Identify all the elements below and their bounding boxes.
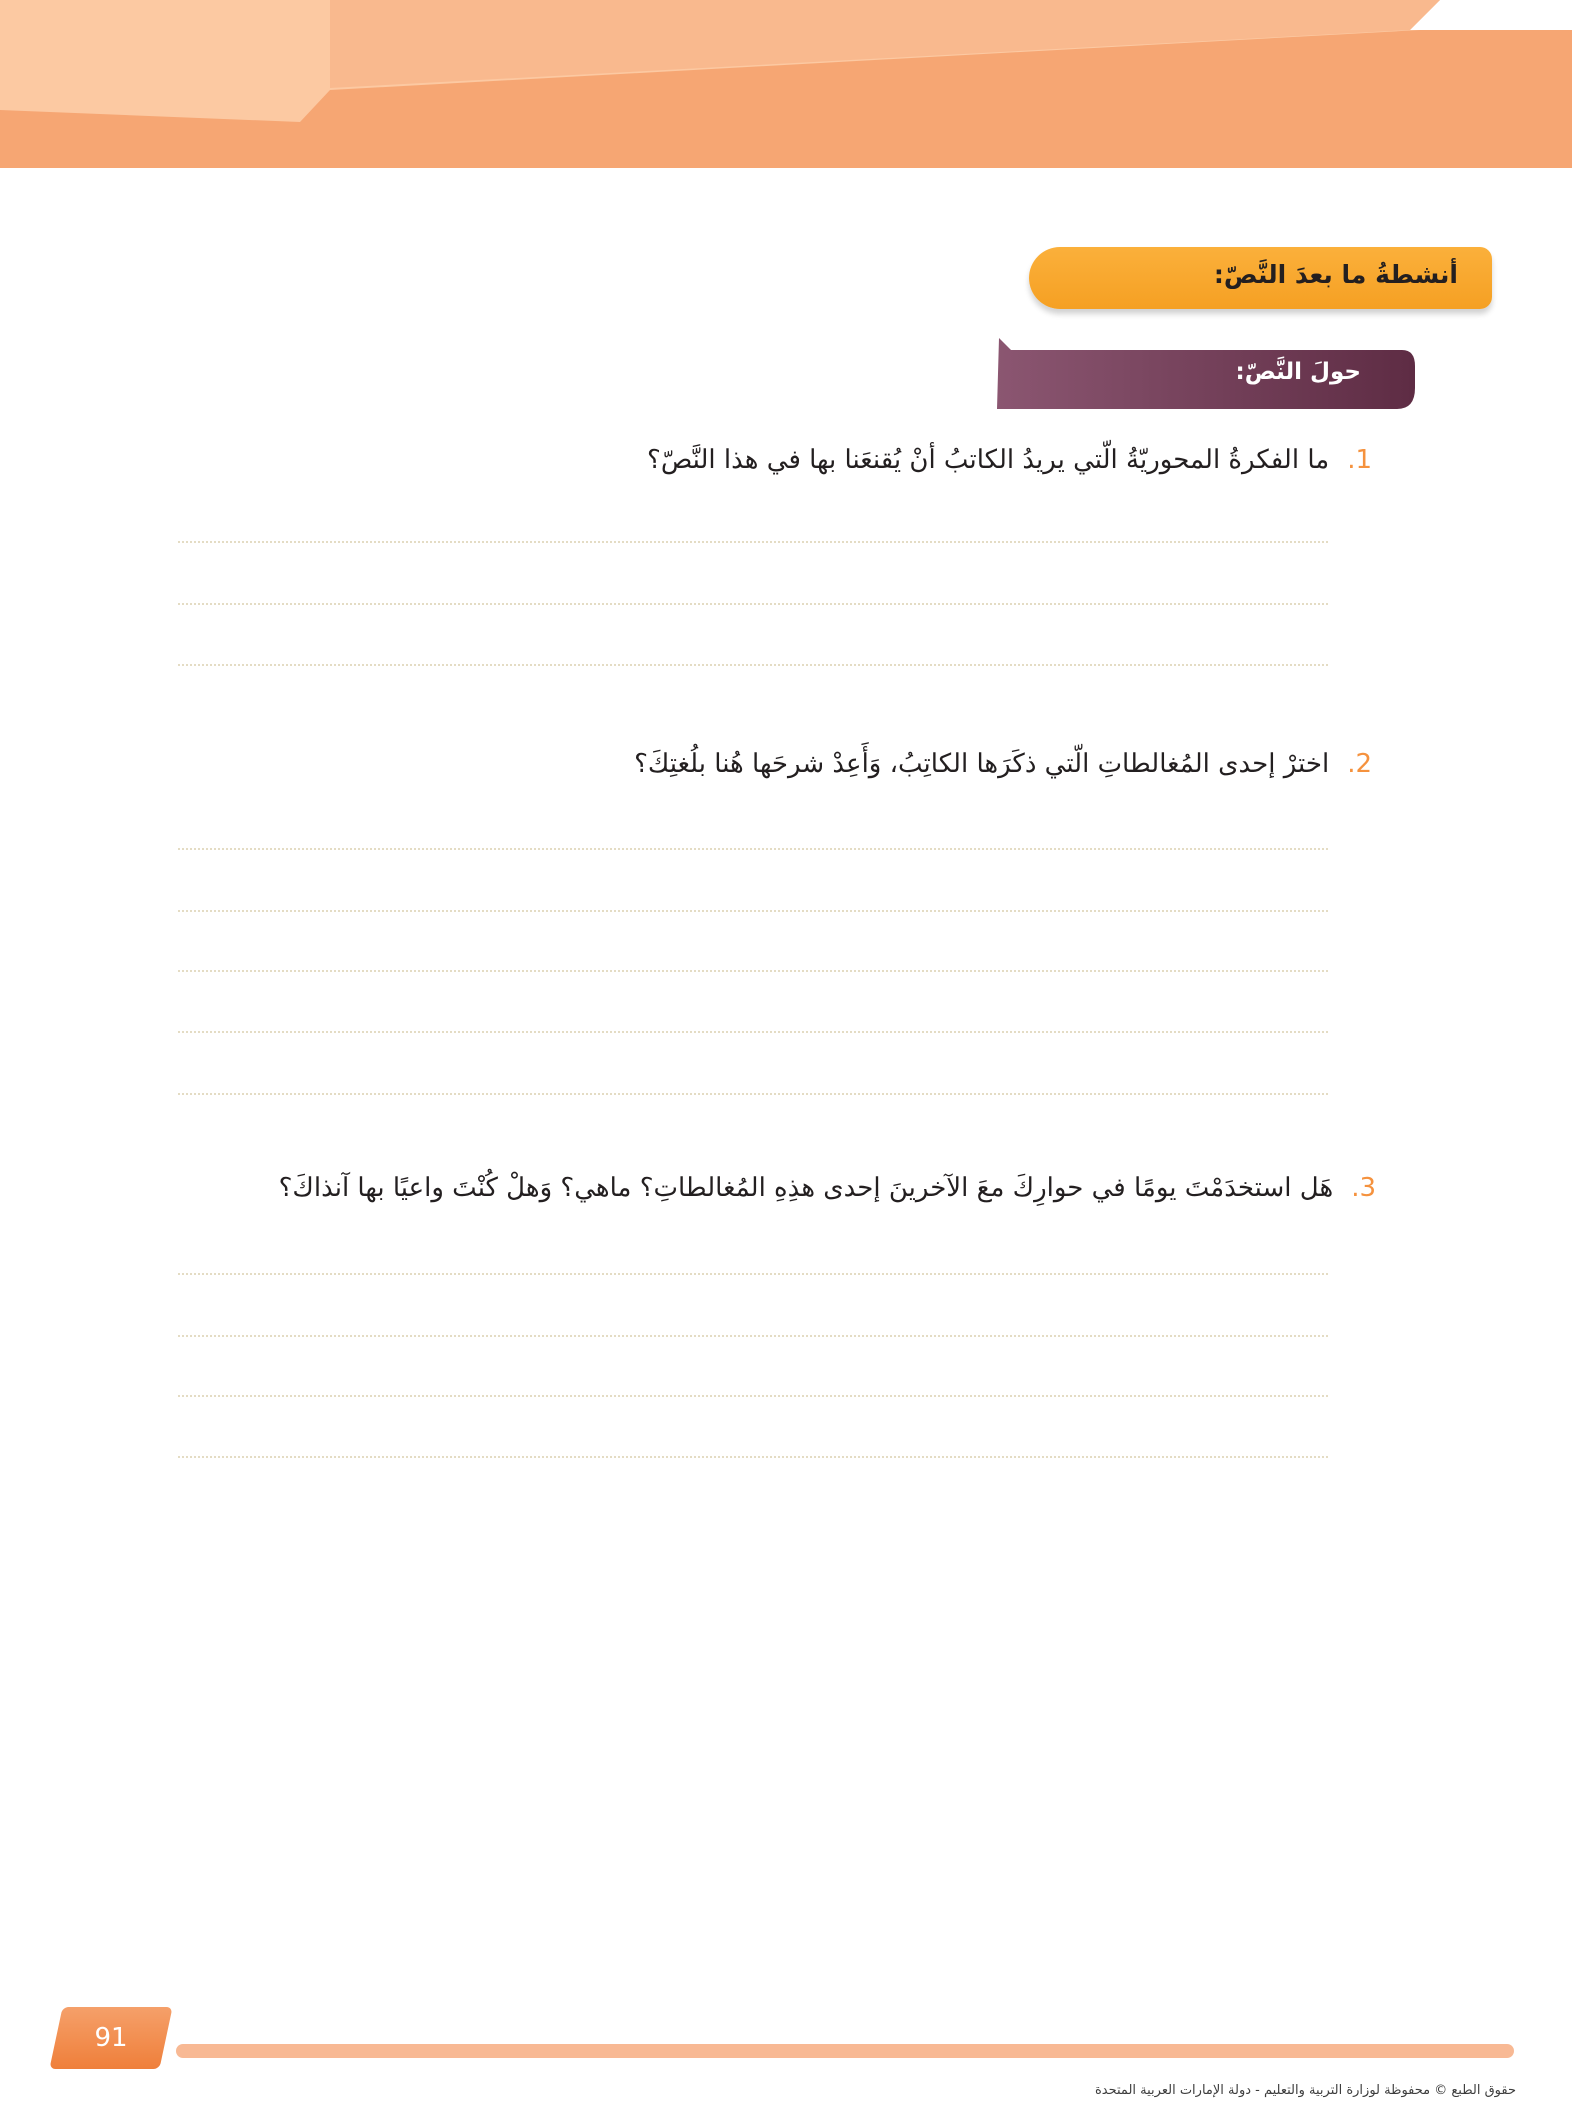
- subsection-tab: [997, 338, 1417, 409]
- section-title: أنشطةُ ما بعدَ النَّصّ:: [1213, 260, 1458, 289]
- question-1-text: ما الفكرةُ المحوريّةُ الّتي يريدُ الكاتبُ أنْ يُقنعَنا بها في هذا النَّصّ؟: [647, 445, 1330, 475]
- answer-line[interactable]: [178, 541, 1328, 543]
- question-2-number: 2.: [1347, 749, 1372, 779]
- answer-line[interactable]: [178, 1093, 1328, 1095]
- question-1-number: 1.: [1347, 445, 1372, 475]
- answer-line[interactable]: [178, 1031, 1328, 1033]
- question-2-text: اخترْ إحدى المُغالطاتِ الّتي ذكَرَها الكاتِبُ، وَأَعِدْ شرحَها هُنا بلُغتِكَ؟: [634, 749, 1330, 779]
- answer-line[interactable]: [178, 603, 1328, 605]
- header-decorative-band: [0, 0, 1572, 168]
- section-title-pill: [1029, 247, 1492, 309]
- answer-line[interactable]: [178, 848, 1328, 850]
- question-1: [647, 445, 1372, 475]
- page-number: 91: [94, 2023, 128, 2053]
- question-3: [279, 1173, 1376, 1203]
- answer-line[interactable]: [178, 1395, 1328, 1397]
- question-3-number: 3.: [1351, 1173, 1376, 1203]
- footer-copyright: حقوق الطبع © محفوظة لوزارة التربية والتعليم - دولة الإمارات العربية المتحدة: [1094, 2083, 1516, 2098]
- answer-line[interactable]: [178, 1456, 1328, 1458]
- footer-bar: [176, 2044, 1514, 2058]
- question-3-text: هَل استخدَمْتَ يومًا في حوارِكَ معَ الآخرينَ إحدى هذِهِ المُغالطاتِ؟ ماهي؟ وَهلْ كُنْتَ واعيًا بها آنذاكَ؟: [278, 1173, 1334, 1203]
- answer-line[interactable]: [178, 1273, 1328, 1275]
- question-2: [634, 749, 1372, 779]
- answer-line[interactable]: [178, 910, 1328, 912]
- answer-line[interactable]: [178, 1335, 1328, 1337]
- answer-line[interactable]: [178, 664, 1328, 666]
- subsection-title: حولَ النَّصّ:: [1235, 359, 1361, 385]
- page-number-badge: [49, 2007, 172, 2069]
- answer-line[interactable]: [178, 970, 1328, 972]
